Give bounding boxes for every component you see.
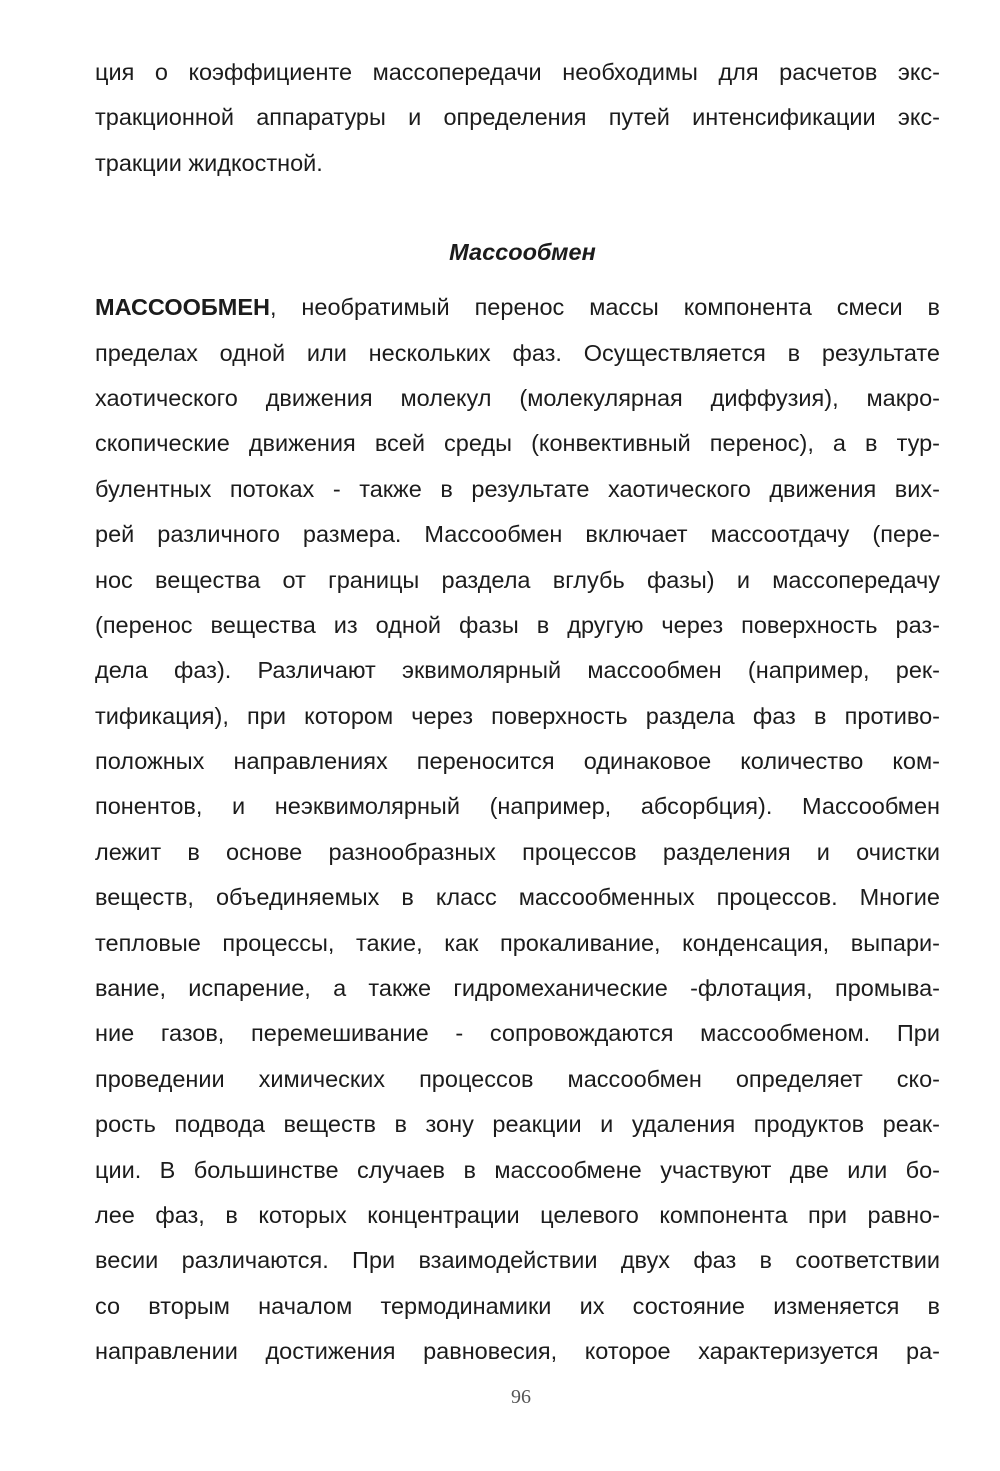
text-line: лежит в основе разнообразных процессов разделения и очистки [95,838,940,865]
page-number: 96 [511,1386,531,1408]
text-line: положных направлениях переносится одинаковое количество ком- [95,748,940,775]
text-line: ция о коэффициенте массопередачи необходимы для расчетов экс- [95,59,940,85]
text-line: веществ, объединяемых в класс массообменных процессов. Многие [95,884,940,911]
text-line: тракционной аппаратуры и определения путей интенсификации экс- [95,104,940,131]
text-line: ние газов, перемешивание - сопровождаются массообменом. При [95,1020,940,1047]
text-line: дела фаз). Различают эквимолярный массообмен (например, рек- [95,657,940,684]
text-line: проведении химических процессов массообмен определяет ско- [95,1065,940,1092]
text-line: пределах одной или нескольких фаз. Осуществляется в результате [95,339,940,366]
text-line: тепловые процессы, такие, как прокаливание, конденсация, выпари- [95,929,940,956]
text-line: со вторым началом термодинамики их состояние изменяется в [95,1292,940,1319]
term-definition: МАССООБМЕН [95,294,270,321]
text-line: направлении достижения равновесия, которое характеризуется ра- [95,1338,940,1365]
text-line: скопические движения всей среды (конвективный перенос), а в тур- [95,430,940,457]
text-line: тификация), при котором через поверхность раздела фаз в противо- [95,702,940,729]
text-line: (перенос вещества из одной фазы в другую через поверхность раз- [95,611,940,638]
section-heading: Массообмен [449,239,596,266]
text-line: рость подвода веществ в зону реакции и удаления продуктов реак- [95,1111,940,1138]
section-paragraph [95,285,940,1374]
text-line: нос вещества от границы раздела вглубь фазы) и массопередачу [95,566,940,593]
text-line: тракции жидкостной. [95,149,323,176]
text-line-first [95,285,940,330]
text-line: весии различаются. При взаимодействии двух фаз в соответствии [95,1247,940,1274]
intro-paragraph [95,50,940,186]
text-line: лее фаз, в которых концентрации целевого компонента при равно- [95,1201,940,1228]
text-line: ции. В большинстве случаев в массообмене участвуют две или бо- [95,1156,940,1183]
text-line: хаотического движения молекул (молекулярная диффузия), макро- [95,384,940,411]
text-line: вание, испарение, а также гидромеханические -флотация, промыва- [95,975,940,1002]
first-line-rest: , необратимый перенос массы компонента смеси в [270,294,940,321]
page-body [95,50,940,1375]
text-line: булентных потоках - также в результате хаотического движения вих- [95,475,940,502]
text-line: рей различного размера. Массообмен включает массоотдачу (пере- [95,521,940,548]
text-line: понентов, и неэквимолярный (например, абсорбция). Массообмен [95,793,940,820]
